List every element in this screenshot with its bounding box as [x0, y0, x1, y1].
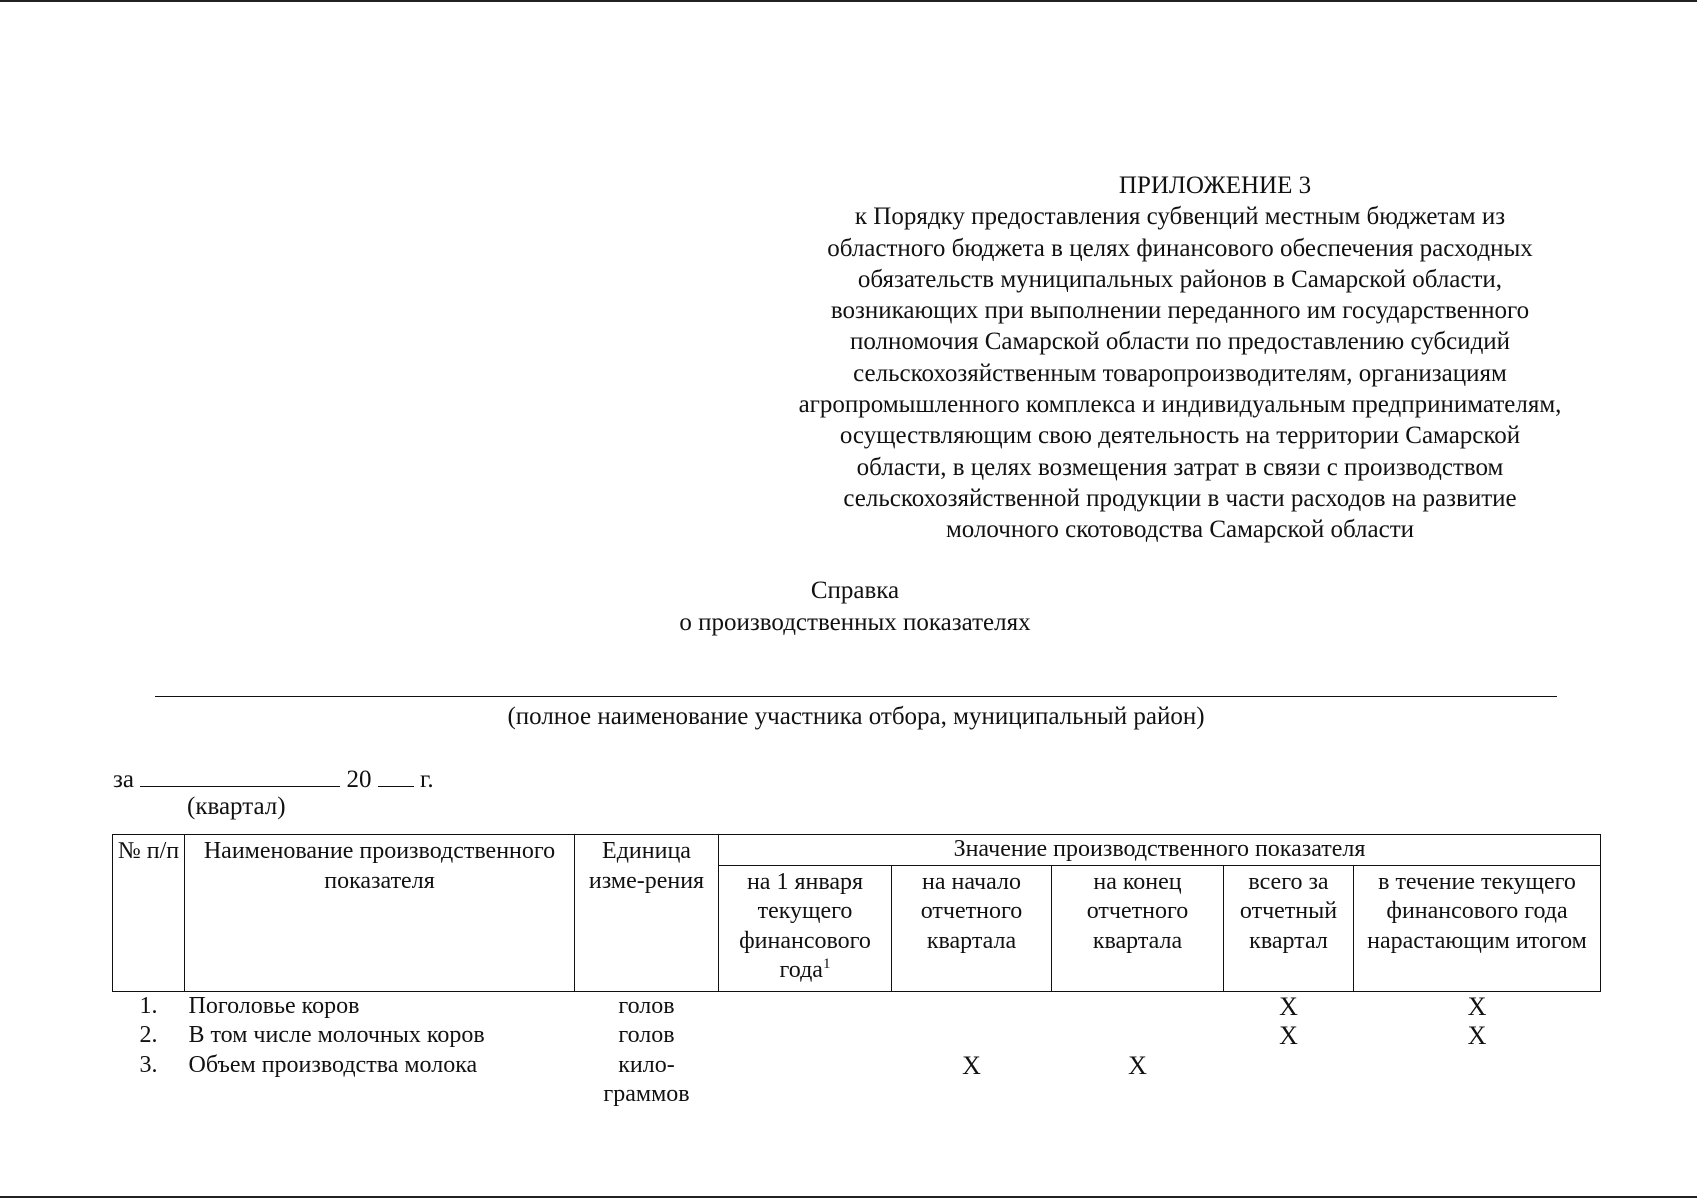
participant-caption: (полное наименование участника отбора, муниципальный район)	[507, 703, 1205, 730]
appendix-line: сельскохозяйственным товаропроизводителям, организациям	[853, 359, 1507, 387]
table-row	[113, 991, 1601, 1021]
document-title	[500, 575, 1210, 639]
row-unit	[575, 1051, 719, 1109]
appendix-line: возникающих при выполнении переданного им государственного	[830, 297, 1530, 325]
row-number: 1.	[139, 992, 158, 1019]
unit-text: кило-граммов	[603, 1051, 690, 1107]
header-name: Наименование производственного показателя	[185, 835, 575, 992]
header-end: на конец отчетного квартала	[1052, 865, 1224, 991]
cell-ytd: Х	[1467, 991, 1487, 1021]
period-prefix: за	[113, 766, 134, 793]
appendix-block	[730, 170, 1630, 546]
row-number: 3.	[139, 1051, 158, 1078]
appendix-line: обязательств муниципальных районов в Самарской области,	[857, 265, 1503, 293]
row-name: В том числе молочных коров	[188, 1022, 485, 1048]
appendix-heading: ПРИЛОЖЕНИЕ 3	[1118, 172, 1312, 199]
appendix-line: молочного скотоводства Самарской области	[945, 516, 1415, 544]
title-line-1: Справка	[810, 577, 900, 604]
reporting-period	[113, 762, 434, 795]
year-blank	[378, 762, 414, 787]
period-suffix: г.	[419, 766, 434, 793]
header-value-group: Значение производственного показателя	[719, 835, 1601, 866]
page-bottom-edge	[0, 1196, 1697, 1198]
appendix-line: полномочия Самарской области по предоставлению субсидий	[849, 328, 1511, 356]
header-number: № п/п	[113, 835, 185, 992]
cell-total: Х	[1279, 1021, 1298, 1050]
period-caption: (квартал)	[187, 793, 286, 820]
cell-jan1	[719, 1021, 892, 1051]
title-line-2: о производственных показателях	[679, 609, 1031, 636]
appendix-line: сельскохозяйственной продукции в части расходов на развитие	[843, 484, 1517, 512]
page-top-edge	[0, 0, 1697, 2]
appendix-line: области, в целях возмещения затрат в связи с производством	[856, 453, 1504, 481]
row-unit: голов	[618, 1022, 675, 1048]
footnote-mark: 1	[822, 956, 831, 972]
row-name: Поголовье коров	[188, 992, 360, 1019]
header-total: всего за отчетный квартал	[1224, 865, 1354, 991]
indicators-table	[112, 834, 1601, 1109]
cell-ytd	[1354, 1051, 1601, 1109]
appendix-line: к Порядку предоставления субвенций местным бюджетам из	[854, 203, 1506, 231]
cell-jan1	[719, 991, 892, 1021]
header-jan1: на 1 января текущего финансового года$^1$	[719, 865, 892, 991]
cell-end: Х	[1128, 1050, 1147, 1080]
cell-jan1	[719, 1051, 892, 1109]
cell-start	[892, 1021, 1052, 1051]
appendix-line: агропромышленного комплекса и индивидуальным предпринимателям,	[798, 391, 1562, 419]
row-name: Объем производства молока	[188, 1051, 478, 1078]
period-year-prefix: 20	[346, 766, 372, 793]
header-unit: Единица изме-рения	[575, 835, 719, 992]
table-row	[113, 1021, 1601, 1051]
cell-ytd: Х	[1467, 1021, 1487, 1050]
appendix-line: областного бюджета в целях финансового обеспечения расходных	[827, 234, 1533, 262]
row-number: 2.	[139, 1022, 158, 1048]
row-unit: голов	[618, 992, 675, 1019]
header-ytd: в течение текущего финансового года нарастающим итогом	[1354, 865, 1601, 991]
cell-total	[1224, 1051, 1354, 1109]
participant-name-line	[155, 696, 1557, 697]
table-row	[113, 1051, 1601, 1109]
header-start: на начало отчетного квартала	[892, 865, 1052, 991]
quarter-blank	[140, 762, 340, 787]
cell-end	[1052, 1021, 1224, 1051]
cell-total: Х	[1279, 991, 1298, 1021]
cell-start	[892, 991, 1052, 1021]
appendix-line: осуществляющим свою деятельность на территории Самарской	[839, 422, 1521, 450]
cell-end	[1052, 991, 1224, 1021]
cell-start: Х	[962, 1050, 981, 1080]
